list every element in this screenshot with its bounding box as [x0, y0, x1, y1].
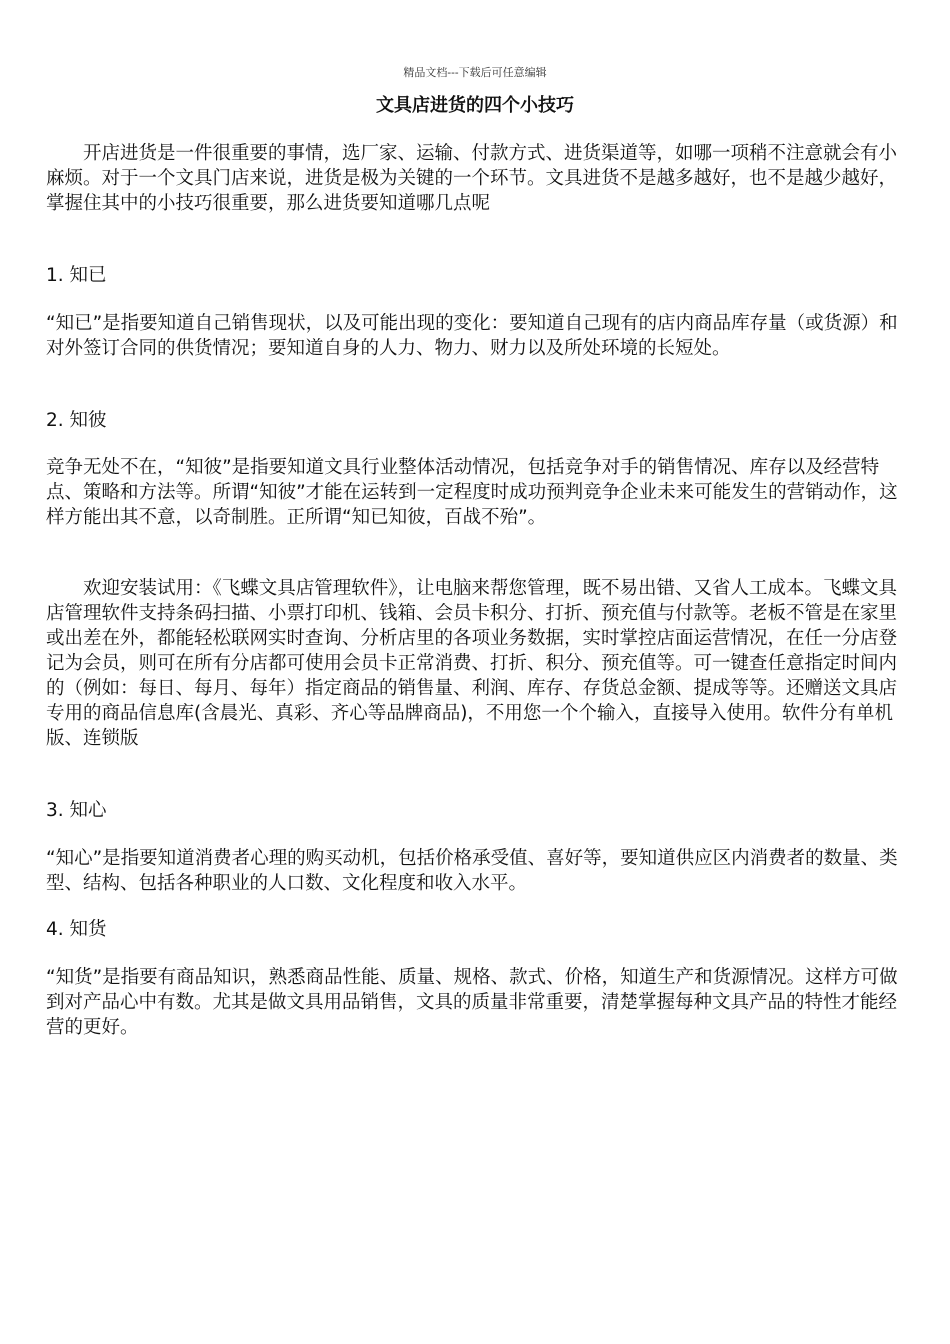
section-heading-3: 3. 知心	[46, 800, 107, 821]
section-heading-2: 2. 知彼	[46, 410, 107, 431]
section-heading-4: 4. 知货	[46, 919, 107, 940]
header-note: 精品文档---下载后可任意编辑	[403, 66, 547, 79]
intro-paragraph: 开店进货是一件很重要的事情，选厂家、运输、付款方式、进货渠道等，如哪一项稍不注意就会有小麻烦。对于一个文具门店来说，进货是极为关键的一个环节。文具进货不是越多越好，也不是越少越好，掌握住其中的小技巧很重要，那么进货要知道哪几点呢	[46, 143, 898, 214]
document-title: 文具店进货的四个小技巧	[376, 95, 574, 116]
promo-paragraph: 欢迎安装试用：《飞蝶文具店管理软件》，让电脑来帮您管理，既不易出错、又省人工成本。飞蝶文具店管理软件支持条码扫描、小票打印机、钱箱、会员卡积分、打折、预充值与付款等。老板不管是在家里或出差在外，都能轻松联网实时查询、分析店里的各项业务数据，实时掌控店面运营情况，在任一分店登记为会员，则可在所有分店都可使用会员卡正常消费、打折、积分、预充值等。可一键查任意指定时间内的（例如：每日、每月、每年）指定商品的销售量、利润、库存、存货总金额、提成等等。还赠送文具店专用的商品信息库(含晨光、真彩、齐心等品牌商品)，不用您一个个输入，直接导入使用。软件分有单机版、连锁版	[46, 578, 898, 749]
section-text-4: “知货”是指要有商品知识，熟悉商品性能、质量、规格、款式、价格，知道生产和货源情况。这样方可做到对产品心中有数。尤其是做文具用品销售，文具的质量非常重要，清楚掌握每种文具产品的特性才能经营的更好。	[46, 967, 898, 1038]
section-text-1: “知已”是指要知道自己销售现状，以及可能出现的变化：要知道自己现有的店内商品库存量（或货源）和对外签订合同的供货情况；要知道自身的人力、物力、财力以及所处环境的长短处。	[46, 313, 898, 359]
section-text-3: “知心”是指要知道消费者心理的购买动机，包括价格承受值、喜好等，要知道供应区内消费者的数量、类型、结构、包括各种职业的人口数、文化程度和收入水平。	[46, 848, 898, 894]
section-text-2: 竞争无处不在，“知彼”是指要知道文具行业整体活动情况，包括竞争对手的销售情况、库存以及经营特点、策略和方法等。所谓“知彼”才能在运转到一定程度时成功预判竞争企业未来可能发生的营销动作，这样方能出其不意，以奇制胜。正所谓“知已知彼，百战不殆”。	[46, 457, 898, 528]
section-heading-1: 1. 知已	[46, 265, 107, 286]
